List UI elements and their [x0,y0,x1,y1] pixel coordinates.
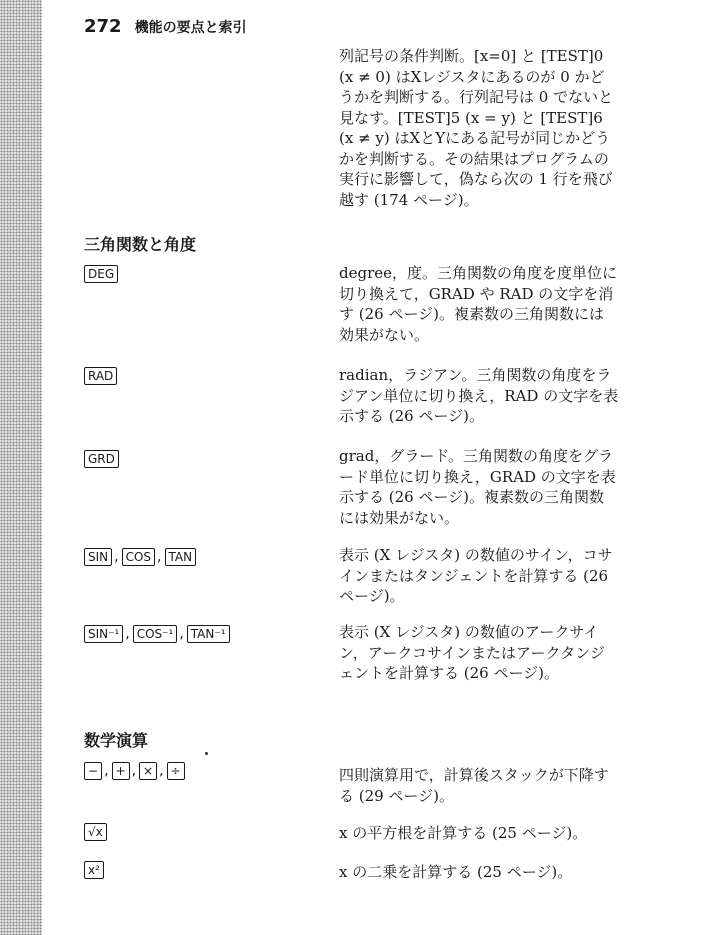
key-cap: √x [84,823,107,841]
page-number: 272 [84,16,122,37]
page-title: 機能の要点と索引 [134,20,247,36]
key-cap: TAN⁻¹ [187,625,230,643]
key-separator: , [114,549,119,565]
key-separator: , [159,763,164,779]
key-group-arithmetic [84,762,186,780]
scan-edge-texture [0,0,42,935]
entry-description-rad: radian，ラジアン。三角関数の角度をラジアン単位に切り換え，RAD の文字を表示する (26 ページ)。 [339,366,619,425]
key-cap: × [139,762,157,780]
continued-description: 列記号の条件判断。[x=0] と [TEST]0 (x ≠ 0) はXレジスタにあるのが 0 かどうかを判断する。行列記号は 0 でないと見なす。[TEST]5 (x = y) と [TEST]6 (x ≠ y) はXとYにある記号が同じかどうかを判断する。その結果はプログラムの実行に影響して，偽なら次の 1 行を飛び越す (174 ページ)。 [339,47,614,209]
entry-description-inverse-trig: 表示 (X レジスタ) の数値のアークサイン，アークコサインまたはアークタンジェントを計算する (26 ページ)。 [339,623,605,682]
key-separator: , [157,549,162,565]
key-separator: , [179,626,184,642]
entry-description-square: x の二乗を計算する (25 ページ)。 [339,863,573,881]
key-cap: SIN⁻¹ [84,625,123,643]
key-group-sqrt [84,823,108,841]
key-separator: , [131,763,137,779]
page-header [84,16,247,37]
scan-speck [205,752,208,755]
section-heading-math: 数学演算 [84,731,149,750]
key-group-inverse-trig [84,625,231,643]
key-cap: RAD [84,367,117,385]
key-separator: , [125,626,130,642]
key-cap: SIN [84,548,112,566]
key-cap: COS [122,548,155,566]
entry-description-deg: degree，度。三角関数の角度を度単位に切り換えて，GRAD や RAD の文字を消す (26 ページ)。複素数の三角関数には効果がない。 [339,264,618,344]
key-cap: DEG [84,265,118,283]
entry-description-arithmetic: 四則演算用で，計算後スタックが下降する (29 ページ)。 [339,766,609,805]
key-group-rad [84,367,118,385]
key-cap: x² [84,861,104,879]
key-cap: + [112,762,130,780]
entry-description-grd: grad，グラード。三角関数の角度をグラード単位に切り換え，GRAD の文字を表示する (26 ページ)。複素数の三角関数には効果がない。 [339,447,616,527]
key-separator: , [104,763,109,779]
key-cap: TAN [165,548,197,566]
key-group-trig-functions [84,548,197,566]
key-cap: COS⁻¹ [133,625,178,643]
key-cap: GRD [84,450,119,468]
key-group-grd [84,450,120,468]
entry-description-sqrt: x の平方根を計算する (25 ページ)。 [339,824,588,842]
key-group-deg [84,265,119,283]
key-cap: ÷ [167,762,185,780]
key-group-square [84,861,105,879]
section-heading-trig: 三角関数と角度 [84,235,197,254]
entry-description-trig-functions: 表示 (X レジスタ) の数値のサイン，コサインまたはタンジェントを計算する (26 ページ)。 [339,546,613,605]
key-cap: − [84,762,102,780]
